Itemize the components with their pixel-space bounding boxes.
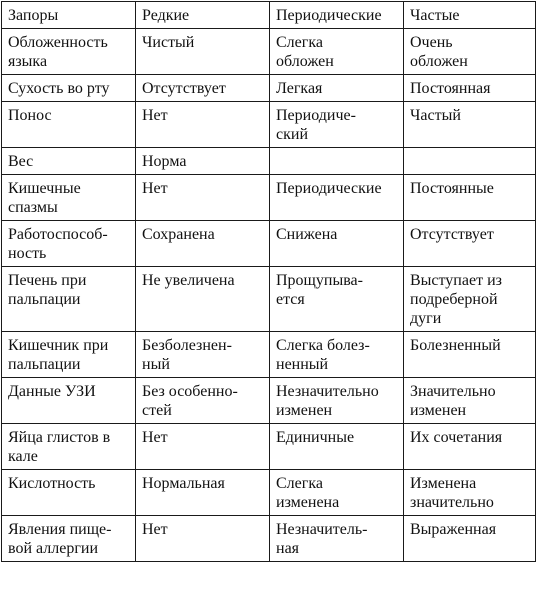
table-cell: Слегка изменена xyxy=(270,470,404,516)
table-cell: Нет xyxy=(136,424,270,470)
header-cell: Редкие xyxy=(136,2,270,29)
row-label-cell: Вес xyxy=(2,148,136,175)
table-cell: Чистый xyxy=(136,29,270,75)
table-cell: Их сочетания xyxy=(404,424,536,470)
table-cell: Нет xyxy=(136,516,270,562)
table-cell: Нормальная xyxy=(136,470,270,516)
table-cell: Снижена xyxy=(270,221,404,267)
table-cell: Незначительно изменен xyxy=(270,378,404,424)
header-row xyxy=(2,2,536,29)
table-cell: Болезненный xyxy=(404,332,536,378)
table-row xyxy=(2,516,536,562)
table-cell: Слегка болез- ненный xyxy=(270,332,404,378)
table-cell xyxy=(270,148,404,175)
table-row xyxy=(2,267,536,332)
table-cell: Без особенно- стей xyxy=(136,378,270,424)
table-cell: Нет xyxy=(136,175,270,221)
row-label-cell: Кишечник при пальпации xyxy=(2,332,136,378)
table-cell: Слегка обложен xyxy=(270,29,404,75)
table-cell: Норма xyxy=(136,148,270,175)
table-row xyxy=(2,75,536,102)
table-row xyxy=(2,378,536,424)
table-cell: Значительно изменен xyxy=(404,378,536,424)
table-row xyxy=(2,175,536,221)
row-label-cell: Печень при пальпации xyxy=(2,267,136,332)
row-label-cell: Работоспособ- ность xyxy=(2,221,136,267)
row-label-cell: Данные УЗИ xyxy=(2,378,136,424)
table-row xyxy=(2,148,536,175)
row-label-cell: Кислотность xyxy=(2,470,136,516)
table-cell: Единичные xyxy=(270,424,404,470)
table-cell: Легкая xyxy=(270,75,404,102)
table-cell: Выступает из подреберной дуги xyxy=(404,267,536,332)
table-cell: Постоянные xyxy=(404,175,536,221)
table-cell: Постоянная xyxy=(404,75,536,102)
header-cell: Периодические xyxy=(270,2,404,29)
table-cell: Безболезнен- ный xyxy=(136,332,270,378)
table-cell: Незначитель- ная xyxy=(270,516,404,562)
header-cell: Запоры xyxy=(2,2,136,29)
row-label-cell: Сухость во рту xyxy=(2,75,136,102)
table-cell: Частый xyxy=(404,102,536,148)
row-label-cell: Обложенность языка xyxy=(2,29,136,75)
table-row xyxy=(2,470,536,516)
row-label-cell: Понос xyxy=(2,102,136,148)
table-cell: Нет xyxy=(136,102,270,148)
table-cell: Очень обложен xyxy=(404,29,536,75)
table-row xyxy=(2,332,536,378)
table-row xyxy=(2,221,536,267)
table-cell: Не увеличена xyxy=(136,267,270,332)
table-cell xyxy=(404,148,536,175)
symptoms-table xyxy=(1,1,536,562)
table-cell: Отсутствует xyxy=(136,75,270,102)
row-label-cell: Яйца глистов в кале xyxy=(2,424,136,470)
header-cell: Частые xyxy=(404,2,536,29)
table-cell: Изменена значительно xyxy=(404,470,536,516)
table-row xyxy=(2,29,536,75)
table-cell: Периодиче- ский xyxy=(270,102,404,148)
row-label-cell: Кишечные спазмы xyxy=(2,175,136,221)
table-row xyxy=(2,424,536,470)
table-cell: Отсутствует xyxy=(404,221,536,267)
table-cell: Прощупыва- ется xyxy=(270,267,404,332)
table-cell: Периодические xyxy=(270,175,404,221)
table-cell: Выраженная xyxy=(404,516,536,562)
table-row xyxy=(2,102,536,148)
table-cell: Сохранена xyxy=(136,221,270,267)
row-label-cell: Явления пище- вой аллергии xyxy=(2,516,136,562)
